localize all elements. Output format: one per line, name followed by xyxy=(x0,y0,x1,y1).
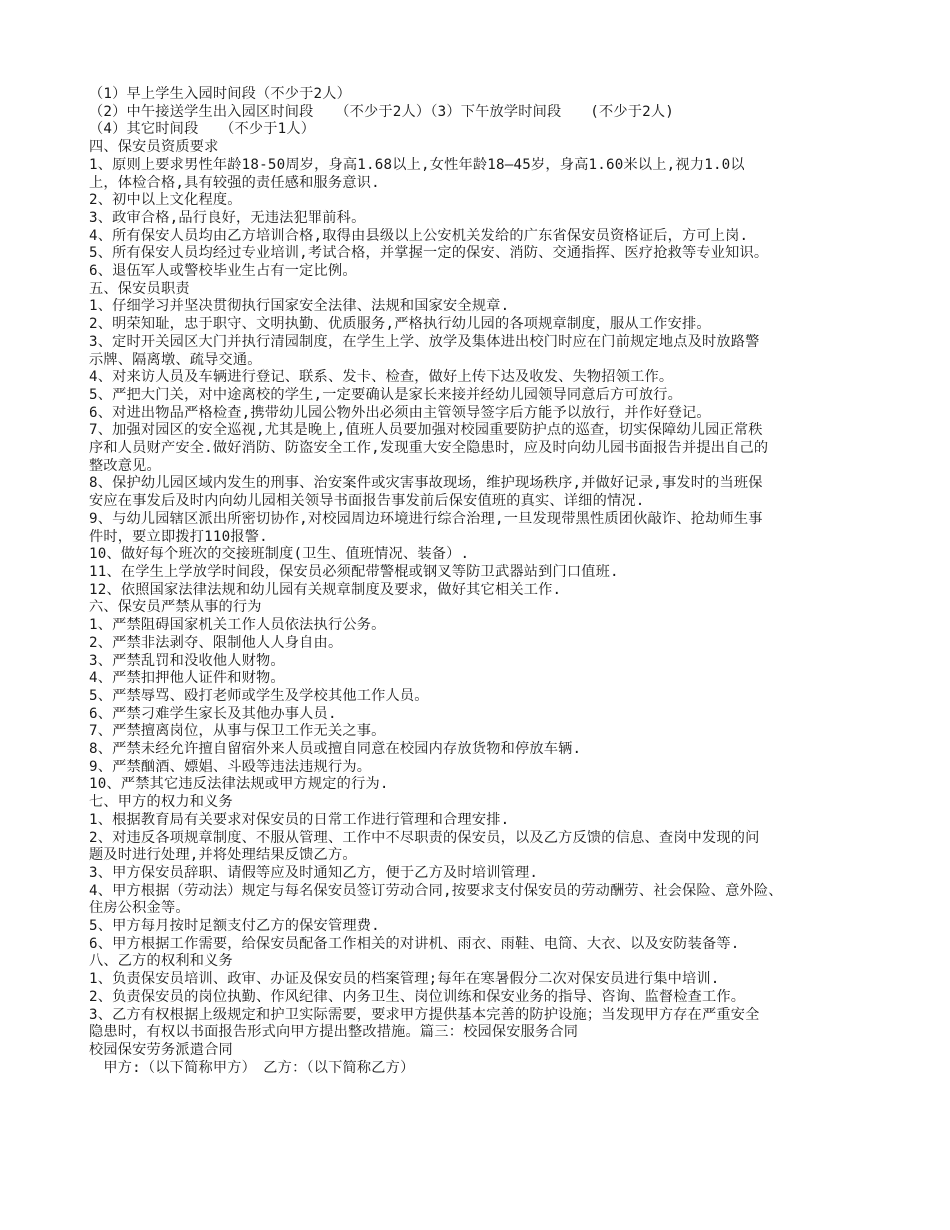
text-line: 11、在学生上学放学时间段，保安员必须配带警棍或钢叉等防卫武器站到门口值班. xyxy=(89,563,619,580)
text-line: 4、严禁扣押他人证件和财物。 xyxy=(89,670,285,687)
text-line: 4、甲方根据（劳动法）规定与每名保安员签订劳动合同,按要求支付保安员的劳动酬劳、社会保险、意外险、 xyxy=(89,882,783,899)
document-body xyxy=(89,86,869,1077)
text-line: 2、明荣知耻，忠于职守、文明执勤、优质服务,严格执行幼儿园的各项规章制度，服从工作安排。 xyxy=(89,316,711,333)
text-line: 序和人员财产安全.做好消防、防盗安全工作,发现重大安全隐患时，应及时向幼儿园书面报告并提出自己的 xyxy=(89,440,769,457)
text-line: 3、定时开关园区大门并执行清园制度，在学生上学、放学及集体进出校门时应在门前规定地点及时放路警 xyxy=(89,333,760,350)
text-line: 9、严禁酗酒、嫖娼、斗殴等违法违规行为。 xyxy=(89,758,372,775)
text-line: 3、乙方有权根据上级规定和护卫实际需要，要求甲方提供基本完善的防护设施；当发现甲方存在严重安全 xyxy=(89,1006,760,1023)
text-line: 8、严禁未经允许擅自留宿外来人员或擅自同意在校园内存放货物和停放车辆. xyxy=(89,741,582,758)
text-line: 1、负责保安员培训、政审、办证及保安员的档案管理;每年在寒暑假分二次对保安员进行集中培训. xyxy=(89,971,720,988)
text-line: 上，体检合格,具有较强的责任感和服务意识. xyxy=(89,174,380,191)
text-line: 隐患时，有权以书面报告形式向甲方提出整改措施。篇三：校园保安服务合同 xyxy=(89,1024,579,1041)
section-heading: 八、乙方的权利和义务 xyxy=(89,953,233,970)
text-line: 5、严禁辱骂、殴打老师或学生及学校其他工作人员。 xyxy=(89,687,429,704)
text-line: 甲方:（以下简称甲方） 乙方：（以下简称乙方） xyxy=(89,1059,415,1076)
text-line: （2）中午接送学生出入园区时间段 （不少于2人）（3）下午放学时间段 (不少于2人) xyxy=(89,103,674,120)
text-line: 4、对来访人员及车辆进行登记、联系、发卡、检查，做好上传下达及收发、失物招领工作。 xyxy=(89,369,674,386)
text-line: 整改意见。 xyxy=(89,457,161,474)
text-line: 3、甲方保安员辞职、请假等应及时通知乙方，便于乙方及时培训管理. xyxy=(89,864,539,881)
section-heading: 五、保安员职责 xyxy=(89,280,190,297)
text-line: 7、严禁擅离岗位，从事与保卫工作无关之事。 xyxy=(89,723,386,740)
text-line: 6、严禁刁难学生家长及其他办事人员. xyxy=(89,705,337,722)
section-heading: 六、保安员严禁从事的行为 xyxy=(89,599,262,616)
text-line: 示牌、隔离墩、疏导交通。 xyxy=(89,351,262,368)
text-line: 件时，要立即拨打110报警. xyxy=(89,528,268,545)
text-line: 5、严把大门关，对中途离校的学生,一定要确认是家长来接并经幼儿园领导同意后方可放行。 xyxy=(89,386,682,403)
text-line: 1、仔细学习并坚决贯彻执行国家安全法律、法规和国家安全规章. xyxy=(89,298,510,315)
text-line: 9、与幼儿园辖区派出所密切协作,对校园周边环境进行综合治理,一旦发现带黑性质团伙敲诈、抢劫师生事 xyxy=(89,510,763,527)
text-line: 6、退伍军人或警校毕业生占有一定比例。 xyxy=(89,263,357,280)
text-line: （1）早上学生入园时间段（不少于2人） xyxy=(89,86,352,102)
text-line: 8、保护幼儿园区域内发生的刑事、治安案件或灾害事故现场，维护现场秩序,并做好记录,事发时的当班保 xyxy=(89,475,763,492)
text-line: 2、严禁非法剥夺、限制他人人身自由。 xyxy=(89,634,343,651)
text-line: 1、原则上要求男性年龄18-50周岁，身高1.68以上,女性年龄18—45岁，身高1.60米以上,视力1.0以 xyxy=(89,156,745,173)
text-line: 4、所有保安人员均由乙方培训合格,取得由县级以上公安机关发给的广东省保安员资格证后，方可上岗. xyxy=(89,227,749,244)
text-line: 10、做好每个班次的交接班制度(卫生、值班情况、装备）. xyxy=(89,546,470,563)
text-line: 12、依照国家法律法规和幼儿园有关规章制度及要求，做好其它相关工作. xyxy=(89,581,562,598)
section-heading: 七、甲方的权力和义务 xyxy=(89,794,233,811)
text-line: 5、甲方每月按时足额支付乙方的保安管理费. xyxy=(89,918,380,935)
text-line: 2、对违反各项规章制度、不服从管理、工作中不尽职责的保安员，以及乙方反馈的信息、查岗中发现的问 xyxy=(89,829,760,846)
text-line: 2、初中以上文化程度。 xyxy=(89,192,242,209)
text-line: 3、政审合格,品行良好，无违法犯罪前科。 xyxy=(89,209,366,226)
text-line: 5、所有保安人员均经过专业培训,考试合格，并掌握一定的保安、消防、交通指挥、医疗抢救等专业知识。 xyxy=(89,245,769,262)
text-line: 10、严禁其它违反法律法规或甲方规定的行为. xyxy=(89,776,389,793)
text-line: 3、严禁乱罚和没收他人财物。 xyxy=(89,652,285,669)
text-line: 1、根据教育局有关要求对保安员的日常工作进行管理和合理安排. xyxy=(89,811,510,828)
text-line: （4）其它时间段 （不少于1人） xyxy=(89,121,316,138)
text-line: 住房公积金等。 xyxy=(89,900,190,917)
text-line: 6、对进出物品严格检查,携带幼儿园公物外出必须由主管领导签字后方能予以放行，并作好登记。 xyxy=(89,404,711,421)
text-line: 7、加强对园区的安全巡视,尤其是晚上,值班人员要加强对校园重要防护点的巡查，切实保障幼儿园正常秩 xyxy=(89,422,763,439)
text-line: 2、负责保安员的岗位执勤、作风纪律、内务卫生、岗位训练和保安业务的指导、咨询、监督检查工作。 xyxy=(89,988,746,1005)
text-line: 6、甲方根据工作需要，给保安员配备工作相关的对讲机、雨衣、雨鞋、电筒、大衣、以及安防装备等. xyxy=(89,935,740,952)
section-heading: 校园保安劳务派遣合同 xyxy=(89,1041,233,1058)
text-line: 题及时进行处理,并将处理结果反馈乙方。 xyxy=(89,847,357,864)
section-heading: 四、保安员资质要求 xyxy=(89,139,219,156)
text-line: 1、严禁阻碍国家机关工作人员依法执行公务。 xyxy=(89,617,386,634)
text-line: 安应在事发后及时内向幼儿园相关领导书面报告事发前后保安值班的真实、详细的情况. xyxy=(89,493,645,510)
